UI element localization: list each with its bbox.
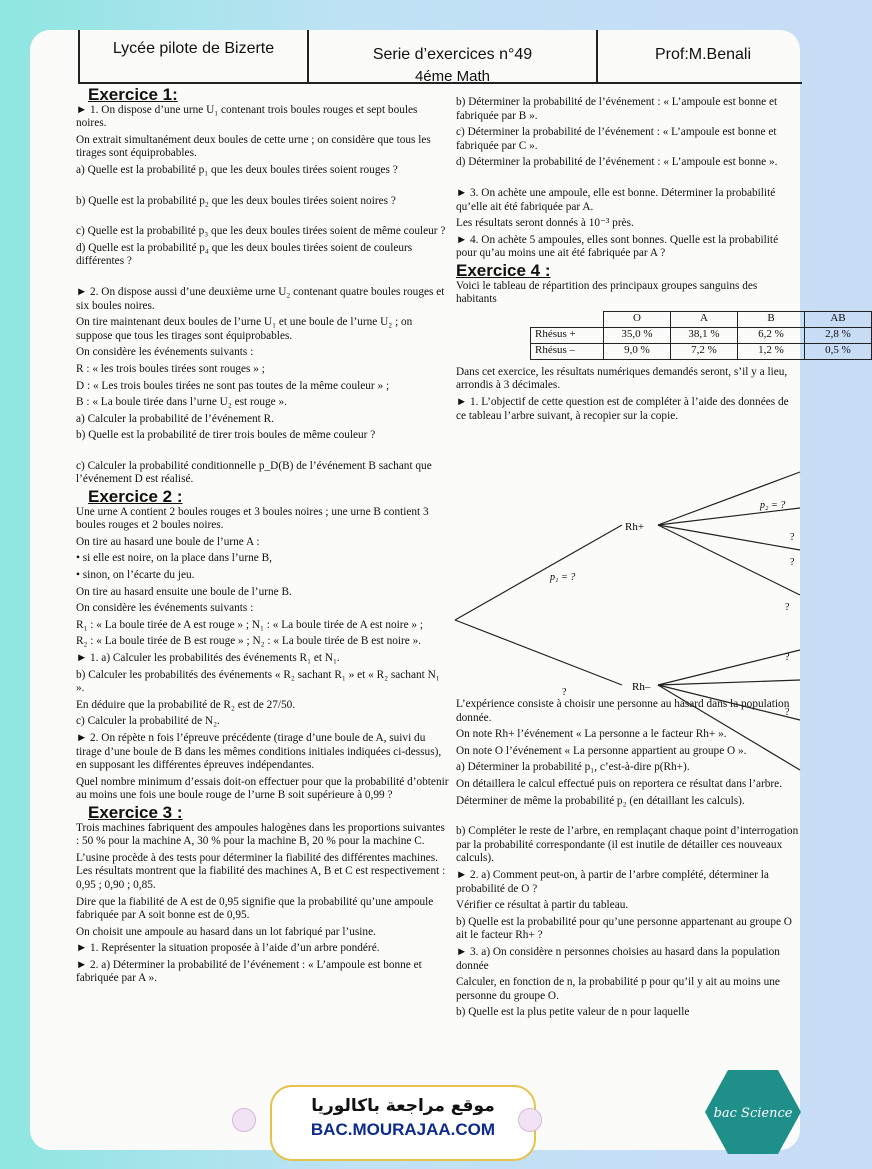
table-cell: 9,0 % (604, 343, 671, 359)
ex4-question: Déterminer de même la probabilité p₂ (en détaillant les calculs). (456, 794, 745, 807)
table-cell: 6,2 % (738, 327, 805, 343)
ex3-question: d) Déterminer la probabilité de l’événement : « L’ampoule est bonne ». (456, 156, 778, 169)
table-header: O (604, 311, 671, 327)
rh-plus-node: Rh+ (625, 521, 645, 533)
unknown-prob: ? (562, 687, 567, 698)
ex3-question: ► 4. On achète 5 ampoules, elles sont bonnes. Quelle est la probabilité pour qu’au moins une ait été fabriquée par A ? (456, 233, 779, 260)
ex2-text: • sinon, on l’écarte du jeu. (76, 569, 195, 582)
table-row (531, 343, 872, 359)
ex1-question: a) Quelle est la probabilité p₁ que les deux boules tirées soient rouges ? (76, 163, 398, 176)
ex1-text: ► 1. On dispose d’une urne U₁ contenant trois boules rouges et sept boules noires. (76, 103, 418, 130)
footer-arabic: موقع مراجعة باكالوريا (311, 1096, 495, 1116)
ex1-text: On tire maintenant deux boules de l’urne U₁ et une boule de l’urne U₂ ; on suppose que tous les tirages sont équiprobables. (76, 316, 413, 342)
tree-branch (658, 680, 800, 685)
p1-label: p₁ = ? (550, 572, 576, 583)
ex1-text: On considère les événements suivants : (76, 346, 254, 359)
tree-branch (658, 650, 800, 685)
ex4-question: Calculer, en fonction de n, la probabilité p pour qu’il y ait au moins une personne du groupe O. (456, 976, 780, 1002)
ex2-question: ► 2. On répète n fois l’épreuve précédente (tirage d’une boule de A, suivi du tirage d’une boule de B dans les mêmes conditions initiales indiquées ci-dessus), en supposant les différentes épreuves indépendantes. (76, 731, 442, 772)
table-row (531, 327, 872, 343)
ex4-question: b) Quelle est la probabilité pour qu’une personne appartenant au groupe O ait le facteur Rh+ ? (456, 915, 792, 942)
ex2-text: Une urne A contient 2 boules rouges et 3 boules noires ; une urne B contient 3 boules rouges et 2 boules noires. (76, 505, 429, 532)
header-table (78, 30, 802, 84)
ex4-question: a) Déterminer la probabilité p₁, c’est-à-dire p(Rh+). (456, 761, 690, 774)
ex1-question: c) Calculer la probabilité conditionnelle p_D(B) de l’événement B sachant que l’événement D est réalisé. (76, 459, 432, 486)
ex3-text: On choisit une ampoule au hasard dans un lot fabriqué par l’usine. (76, 925, 376, 938)
ex1-text: ► 2. On dispose aussi d’une deuxième urne U₂ contenant quatre boules rouges et six boules noires. (76, 285, 445, 312)
unknown-prob: ? (785, 602, 790, 613)
exercise3-title: Exercice 3 : (88, 802, 183, 822)
footer-url[interactable]: BAC.MOURAJAA.COM (310, 1120, 496, 1139)
ex2-text: • si elle est noire, on la place dans l’urne B, (76, 552, 272, 565)
ex2-question: ► 1. a) Calculer les probabilités des événements R₁ et N₁. (76, 652, 340, 664)
ex1-text: On extrait simultanément deux boules de cette urne ; on considère que tous les tirages sont équiprobables. (76, 133, 431, 160)
ex1-event: R : « les trois boules tirées sont rouges » ; (76, 362, 265, 375)
ex4-text: L’expérience consiste à choisir une personne au hasard dans la population donnée. (456, 698, 790, 724)
table-header: B (738, 311, 805, 327)
ex4-question: b) Compléter le reste de l’arbre, en remplaçant chaque point d’interrogation par la probabilité correspondante (il est inutile de détailler ces nouveaux calculs). (456, 825, 799, 865)
badge-text: bac Science (713, 1106, 793, 1121)
table-cell: 2,8 % (805, 327, 872, 343)
ex4-text: On note O l’événement « La personne appartient au groupe O ». (456, 744, 747, 757)
ex3-text: Trois machines fabriquent des ampoules halogènes dans les proportions suivantes : 50 % pour la machine A, 30 % pour la machine B, 20 % pour la machine C. (76, 821, 445, 848)
table-cell: 35,0 % (604, 327, 671, 343)
ex1-question: a) Calculer la probabilité de l’événement R. (76, 412, 274, 425)
table-header: A (671, 311, 738, 327)
ex4-text: Dans cet exercice, les résultats numériques demandés seront, s’il y a lieu, arrondis à 3 décimales. (456, 365, 788, 392)
ex3-question: c) Déterminer la probabilité de l’événement : « L’ampoule est bonne et fabriquée par C ». (456, 126, 777, 152)
ex3-question: Les résultats seront donnés à 10⁻³ près. (456, 217, 634, 230)
school-name: Lycée pilote de Bizerte (112, 40, 275, 57)
table-cell: 0,5 % (805, 343, 872, 359)
ex2-question: En déduire que la probabilité de R₂ est de 27/50. (76, 698, 296, 711)
ex4-question: b) Quelle est la plus petite valeur de n pour laquelle (456, 1006, 690, 1019)
teacher-name: Prof:M.Benali (654, 46, 752, 63)
ex4-question: ► 3. a) On considère n personnes choisies au hasard dans la population donnée (456, 946, 780, 972)
ex3-question: ► 1. Représenter la situation proposée à l’aide d’un arbre pondéré. (76, 942, 380, 955)
level: 4éme Math (414, 68, 491, 85)
exercise2-title: Exercice 2 : (88, 487, 183, 507)
tree-branch (455, 620, 622, 685)
tree-branch (658, 525, 800, 550)
probability-tree (450, 470, 800, 790)
ex1-event: D : « Les trois boules tirées ne sont pas toutes de la même couleur » ; (76, 379, 390, 392)
ex2-event: R₂ : « La boule tirée de B est rouge » ; N₂ : « La boule tirée de B est noire ». (76, 635, 422, 648)
table-cell: 7,2 % (671, 343, 738, 359)
ex2-question: Quel nombre minimum d’essais doit-on effectuer pour que la probabilité d’obtenir au moins une fois une boule rouge de l’urne B soit supérieure à 0,99 ? (76, 775, 449, 802)
ex4-question: On détaillera le calcul effectué puis on reportera ce résultat dans l’arbre. (456, 778, 782, 791)
exercise-sheet (30, 30, 851, 1150)
ex4-question: Vérifier ce résultat à partir du tableau. (456, 899, 629, 912)
ex2-text: On tire au hasard ensuite une boule de l’urne B. (76, 585, 292, 598)
table-cell: 1,2 % (738, 343, 805, 359)
unknown-prob: ? (785, 652, 790, 663)
footer-banner[interactable] (270, 1085, 536, 1161)
book-logo-icon (518, 1108, 542, 1132)
ex1-question: c) Quelle est la probabilité p₃ que les deux boules tirées soient de même couleur ? (76, 225, 446, 238)
unknown-prob: ? (790, 532, 795, 543)
ex1-question: b) Quelle est la probabilité p₂ que les deux boules tirées soient noires ? (76, 194, 396, 207)
bac-science-badge (703, 1068, 803, 1156)
ex4-text: On note Rh+ l’événement « La personne a le facteur Rh+ ». (456, 728, 727, 741)
tree-branch (455, 525, 622, 620)
ex4-text: Voici le tableau de répartition des principaux groupes sanguins des habitants (456, 279, 758, 306)
exercise4-title: Exercice 4 : (456, 260, 551, 280)
ex3-question: b) Déterminer la probabilité de l’événement : « L’ampoule est bonne et fabriquée par B ». (456, 96, 778, 122)
tree-branch (658, 685, 800, 770)
row-label: Rhésus + (531, 327, 604, 343)
rh-minus-node: Rh– (632, 681, 651, 693)
ex2-text: On considère les événements suivants : (76, 602, 254, 615)
tree-branch (658, 525, 800, 595)
ex1-question: d) Quelle est la probabilité p₄ que les deux boules tirées soient de couleurs différentes ? (76, 241, 413, 268)
ex1-event: B : « La boule tirée dans l’urne U₂ est rouge ». (76, 396, 287, 409)
ex3-text: L’usine procède à des tests pour déterminer la fiabilité des différentes machines. Les résultats montrent que la fiabilité des machines A, B et C est respectivement : 0,95 ; 0,90 ; 0,85. (76, 851, 446, 891)
tree-branch (658, 685, 800, 720)
unknown-prob: ? (790, 557, 795, 568)
row-label: Rhésus – (531, 343, 604, 359)
left-column (76, 85, 450, 1118)
ex4-text: ► 1. L’objectif de cette question est de compléter à l’aide des données de ce tableau l’arbre suivant, à recopier sur la copie. (456, 395, 789, 422)
ex2-text: On tire au hasard une boule de l’urne A : (76, 535, 260, 548)
unknown-prob: ? (785, 707, 790, 718)
ex1-question: b) Quelle est la probabilité de tirer trois boules de même couleur ? (76, 429, 376, 442)
ex3-question: ► 3. On achète une ampoule, elle est bonne. Déterminer la probabilité qu’elle ait été fabriquée par A. (456, 186, 776, 213)
ex3-question: ► 2. a) Déterminer la probabilité de l’événement : « L’ampoule est bonne et fabriquée par A ». (76, 958, 422, 985)
table-header: AB (805, 311, 872, 327)
ex2-question: c) Calculer la probabilité de N₂. (76, 715, 220, 728)
ex3-text: Dire que la fiabilité de A est de 0,95 signifie que la probabilité qu’une ampoule fabriquée par A soit bonne est de 0,95. (76, 895, 434, 922)
blood-group-table (530, 311, 872, 360)
p2-label: p₂ = ? (760, 500, 786, 511)
table-cell: 38,1 % (671, 327, 738, 343)
book-logo-icon (232, 1108, 256, 1132)
ex4-question: ► 2. a) Comment peut-on, à partir de l’arbre complété, déterminer la probabilité de O ? (456, 869, 769, 895)
ex2-event: R₁ : « La boule tirée de A est rouge » ; N₁ : « La boule tirée de A est noire » ; (76, 618, 424, 631)
exercise1-title: Exercice 1: (88, 85, 178, 104)
ex2-question: b) Calculer les probabilités des événements « R₂ sachant R₁ » et « R₂ sachant N₁ ». (76, 668, 440, 695)
series-title: Serie d’exercices n°49 (372, 46, 533, 63)
